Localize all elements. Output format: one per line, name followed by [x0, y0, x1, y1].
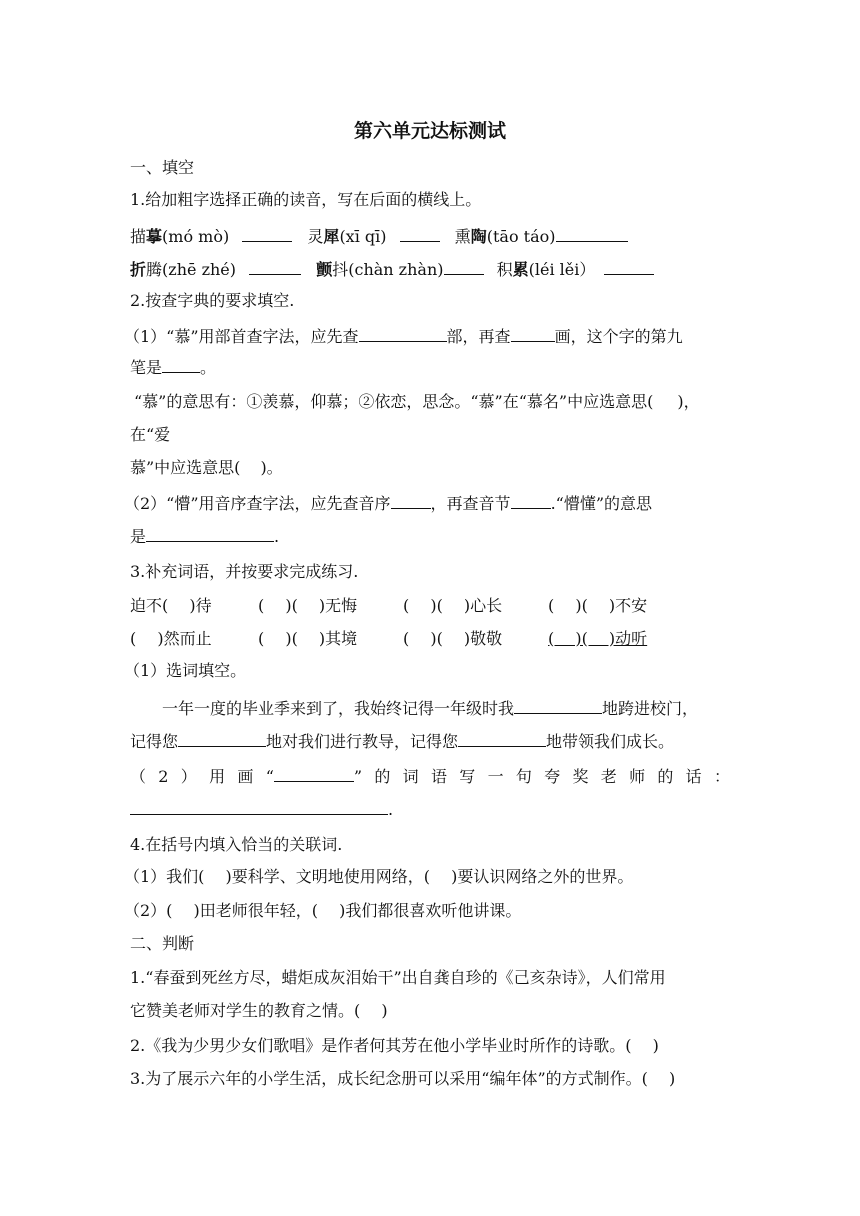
- bold-char: 摹: [146, 227, 163, 246]
- answer-blank[interactable]: [604, 258, 654, 275]
- pinyin-options: (zhē zhé): [162, 260, 237, 279]
- q3-word-row-1: [130, 595, 647, 617]
- section-1-heading: 一、填空: [130, 158, 195, 177]
- q3-passage-line-2: [130, 730, 674, 753]
- text: 一年一度的毕业季来到了，我始终记得一年级时我: [162, 699, 515, 718]
- text: 地带领我们成长。: [546, 732, 675, 751]
- q2-meaning-line: [134, 391, 700, 413]
- q2-meaning-cont: 在“爱: [130, 425, 171, 444]
- text: .: [274, 527, 280, 546]
- q2-part-1-line-1: [124, 325, 683, 348]
- answer-blank[interactable]: [249, 258, 301, 275]
- answer-blank[interactable]: [556, 225, 628, 242]
- pinyin-options: (chàn zhàn): [348, 260, 444, 279]
- text: “慕”的意思有：①羡慕，仰慕；②依恋，思念。“慕”在“慕名”中应选意思(: [134, 392, 654, 411]
- text: 画，这个字的第九: [554, 327, 683, 346]
- q2-prompt: 2.按查字典的要求填空.: [130, 291, 295, 310]
- q1-prompt: 1.给加粗字选择正确的读音，写在后面的横线上。: [130, 190, 482, 209]
- idiom-blank: ( )( )敬敬: [403, 629, 503, 648]
- q2-part-2-line-2: [130, 525, 279, 548]
- bold-char: 累: [512, 260, 529, 279]
- q2-meaning-end: [130, 457, 283, 479]
- text: ”的词语写一句夸奖老师的话：: [353, 767, 730, 786]
- answer-blank[interactable]: [359, 325, 447, 342]
- text: 记得您: [130, 732, 179, 751]
- idiom-blank: ( )( )无悔: [258, 596, 358, 615]
- char-pre: 熏: [454, 227, 471, 246]
- q4-line-1: （1）我们( )要科学、文明地使用网络，( )要认识网络之外的世界。: [124, 867, 634, 886]
- text: .: [388, 800, 394, 819]
- q4-line-2: （2）( )田老师很年轻，( )我们都很喜欢听他讲课。: [124, 901, 522, 920]
- pinyin-options: (xī qī): [339, 227, 387, 246]
- text: （2）“懵”用音序查字法，应先查音序: [124, 494, 391, 513]
- q3-word-row-2: [130, 628, 647, 650]
- q4-prompt: 4.在括号内填入恰当的关联词.: [130, 835, 343, 854]
- answer-blank[interactable]: [511, 492, 551, 509]
- bold-char: 犀: [323, 227, 340, 246]
- idiom-blank-underlined: ( )( )动听: [548, 629, 648, 648]
- text: 部，再查: [446, 327, 511, 346]
- text: .“懵懂”的意思: [550, 494, 653, 513]
- text: 笔是: [130, 358, 163, 377]
- answer-blank[interactable]: [444, 258, 484, 275]
- text: )，: [677, 392, 700, 411]
- answer-blank[interactable]: [400, 225, 440, 242]
- answer-blank[interactable]: [514, 697, 602, 714]
- answer-blank[interactable]: [178, 730, 266, 747]
- bold-char: 折: [130, 260, 147, 279]
- char-post: 抖: [332, 260, 349, 279]
- section-2-heading: 二、判断: [130, 934, 195, 953]
- q2-part-1-line-2: [130, 356, 216, 379]
- idiom-blank: ( )然而止: [130, 629, 212, 648]
- pinyin-options: (mó mò): [162, 227, 230, 246]
- text: （2）用画“: [130, 767, 274, 786]
- q3-sub-1: （1）选词填空。: [124, 661, 247, 680]
- text: 是: [130, 527, 147, 546]
- idiom-blank: 迫不( )待: [130, 596, 212, 615]
- q3-prompt: 3.补充词语，并按要求完成练习.: [130, 562, 359, 581]
- q1-row-1: [130, 225, 628, 248]
- answer-blank[interactable]: [458, 730, 546, 747]
- char-pre: 灵: [307, 227, 324, 246]
- pinyin-options: (léi lěi）: [528, 260, 596, 279]
- page-title: 第六单元达标测试: [353, 120, 506, 142]
- judge-1-line-1: 1.“春蚕到死丝方尽，蜡炬成灰泪始干”出自龚自珍的《己亥杂诗》，人们常用: [130, 968, 666, 987]
- q3-passage-line-1: [162, 697, 698, 720]
- idiom-blank: ( )( )不安: [548, 596, 648, 615]
- char-post: 腾: [146, 260, 163, 279]
- judge-1-line-2: 它赞美老师对学生的教育之情。( ): [130, 1001, 388, 1020]
- q2-part-2-line-1: [124, 492, 652, 515]
- text: )。: [260, 458, 283, 477]
- char-pre: 积: [496, 260, 513, 279]
- answer-blank[interactable]: [162, 356, 200, 373]
- q1-row-2: [130, 258, 654, 281]
- text: ，再查音节: [430, 494, 511, 513]
- answer-blank[interactable]: [511, 325, 555, 342]
- text: 地对我们进行教导，记得您: [266, 732, 459, 751]
- pinyin-options: (tāo táo): [486, 227, 556, 246]
- judge-2: 2.《我为少男少女们歌唱》是作者何其芳在他小学毕业时所作的诗歌。( ): [130, 1036, 659, 1055]
- answer-blank[interactable]: [242, 225, 292, 242]
- q3-sub-2: [130, 765, 730, 788]
- text: 慕”中应选意思(: [130, 458, 241, 477]
- answer-blank[interactable]: [146, 525, 274, 542]
- answer-blank[interactable]: [130, 798, 388, 815]
- idiom-blank: ( )( )心长: [403, 596, 503, 615]
- judge-3: 3.为了展示六年的小学生活，成长纪念册可以采用“编年体”的方式制作。( ): [130, 1069, 676, 1088]
- text: （1）“慕”用部首查字法，应先查: [124, 327, 359, 346]
- bold-char: 颤: [316, 260, 333, 279]
- q3-sub-2-answer: [130, 798, 393, 821]
- answer-blank[interactable]: [274, 765, 354, 782]
- text: 地跨进校门，: [602, 699, 699, 718]
- answer-blank[interactable]: [391, 492, 431, 509]
- text: 。: [200, 358, 217, 377]
- char-pre: 描: [130, 227, 147, 246]
- bold-char: 陶: [470, 227, 487, 246]
- idiom-blank: ( )( )其境: [258, 629, 358, 648]
